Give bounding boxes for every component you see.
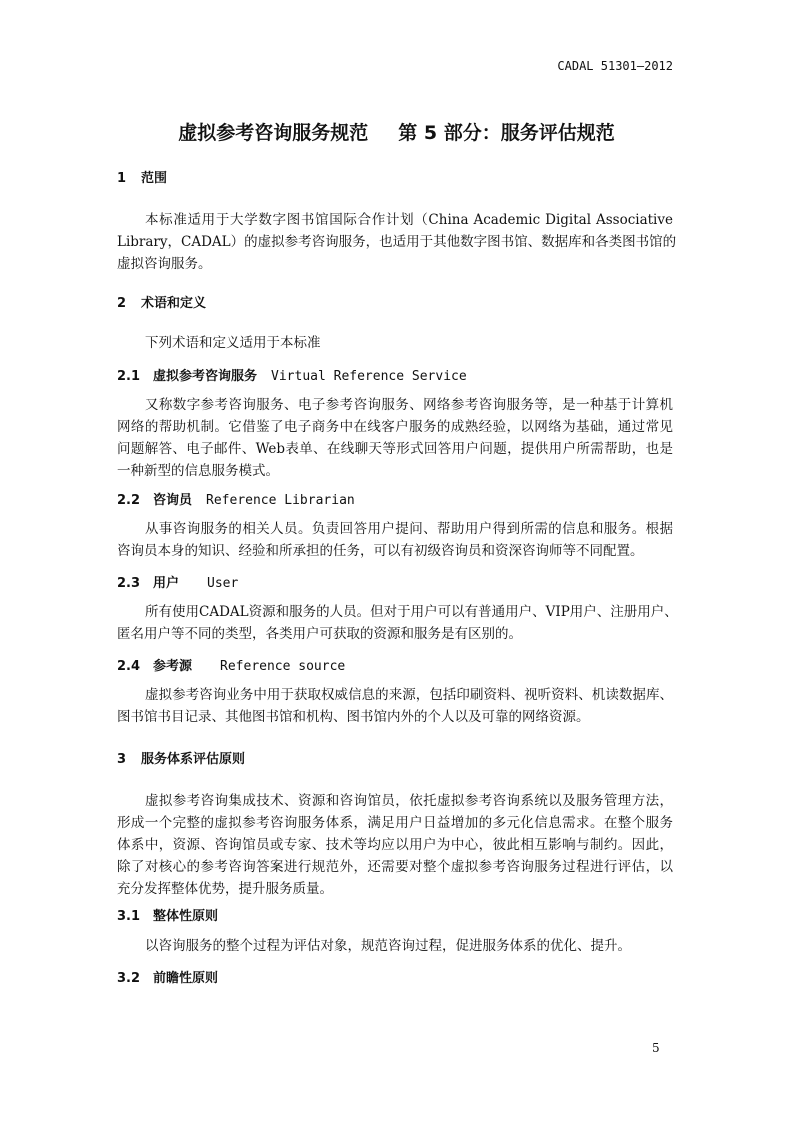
section-number: 2.4 [117, 659, 141, 674]
section-title: 前瞻性原则 [153, 971, 219, 986]
section-title: 范围 [141, 171, 168, 186]
page-number: 5 [652, 1041, 660, 1055]
section-title-en: Reference source [220, 659, 346, 674]
paragraph-line: 充分发挥整体优势，提升服务质量。 [117, 881, 333, 897]
title-part: 第 5 部分：服务评估规范 [398, 122, 615, 144]
page-title [0, 118, 793, 145]
paragraph-line: Library，CADAL）的虚拟参考咨询服务，也适用于其他数字图书馆、数据库和各类图书馆的 [117, 234, 677, 250]
section-number: 2 [117, 296, 127, 311]
section-heading-3 [117, 748, 245, 767]
section-number: 2.2 [117, 493, 141, 508]
paragraph-line: 虚拟参考咨询集成技术、资源和咨询馆员，依托虚拟参考咨询系统以及服务管理方法， [145, 793, 673, 809]
section-title: 虚拟参考咨询服务 [153, 369, 258, 384]
paragraph-line: 从事咨询服务的相关人员。负责回答用户提问、帮助用户得到所需的信息和服务。根据 [145, 521, 673, 537]
section-heading-2-3 [117, 572, 238, 591]
section-number: 2.3 [117, 576, 141, 591]
section-heading-2-4 [117, 655, 345, 674]
paragraph-line: 问题解答、电子邮件、Web表单、在线聊天等形式回答用户问题，提供用户所需帮助，也是 [117, 441, 673, 457]
paragraph-line: 又称数字参考咨询服务、电子参考咨询服务、网络参考咨询服务等，是一种基于计算机 [145, 397, 673, 413]
section-title: 咨询员 [153, 493, 193, 508]
paragraph-line: 下列术语和定义适用于本标准 [145, 335, 321, 351]
section-title: 用户 [153, 576, 180, 591]
section-title: 整体性原则 [153, 909, 219, 924]
paragraph-line: 以咨询服务的整个过程为评估对象，规范咨询过程，促进服务体系的优化、提升。 [145, 938, 631, 954]
paragraph-line: 除了对核心的参考咨询答案进行规范外，还需要对整个虚拟参考咨询服务过程进行评估，以 [117, 859, 673, 875]
paragraph-line: 虚拟参考咨询业务中用于获取权威信息的来源，包括印刷资料、视听资料、机读数据库、 [145, 687, 673, 703]
section-heading-2 [117, 292, 206, 311]
section-heading-1 [117, 167, 167, 186]
section-heading-3-1 [117, 905, 218, 924]
paragraph-line: 形成一个完整的虚拟参考咨询服务体系，满足用户日益增加的多元化信息需求。在整个服务 [117, 815, 673, 831]
section-title-en: User [207, 576, 239, 591]
section-number: 3.2 [117, 971, 141, 986]
section-title: 服务体系评估原则 [141, 752, 246, 767]
paragraph-line: 一种新型的信息服务模式。 [117, 463, 279, 479]
paragraph-line: 体系中，资源、咨询馆员或专家、技术等均应以用户为中心，彼此相互影响与制约。因此， [117, 837, 673, 853]
section-title: 术语和定义 [141, 296, 207, 311]
document-code: CADAL 51301—2012 [557, 59, 673, 73]
title-main: 虚拟参考咨询服务规范 [178, 122, 369, 144]
section-title-en: Virtual Reference Service [271, 369, 467, 384]
section-heading-3-2 [117, 967, 218, 986]
paragraph-line: 网络的帮助机制。它借鉴了电子商务中在线客户服务的成熟经验，以网络为基础，通过常见 [117, 419, 673, 435]
paragraph-line: 匿名用户等不同的类型，各类用户可获取的资源和服务是有区别的。 [117, 626, 522, 642]
paragraph-line: 所有使用CADAL资源和服务的人员。但对于用户可以有普通用户、VIP用户、注册用户、 [145, 604, 678, 620]
paragraph-line: 图书馆书目记录、其他图书馆和机构、图书馆内外的个人以及可靠的网络资源。 [117, 709, 590, 725]
section-heading-2-2 [117, 489, 355, 508]
section-number: 2.1 [117, 369, 141, 384]
paragraph-line: 本标准适用于大学数字图书馆国际合作计划（China Academic Digital Associative [145, 212, 673, 228]
section-number: 3 [117, 752, 127, 767]
paragraph-line: 虚拟咨询服务。 [117, 256, 212, 272]
section-title-en: Reference Librarian [206, 493, 355, 508]
section-number: 3.1 [117, 909, 141, 924]
paragraph-line: 咨询员本身的知识、经验和所承担的任务，可以有初级咨询员和资深咨询师等不同配置。 [117, 543, 644, 559]
section-title: 参考源 [153, 659, 193, 674]
section-heading-2-1 [117, 365, 467, 384]
section-number: 1 [117, 171, 127, 186]
